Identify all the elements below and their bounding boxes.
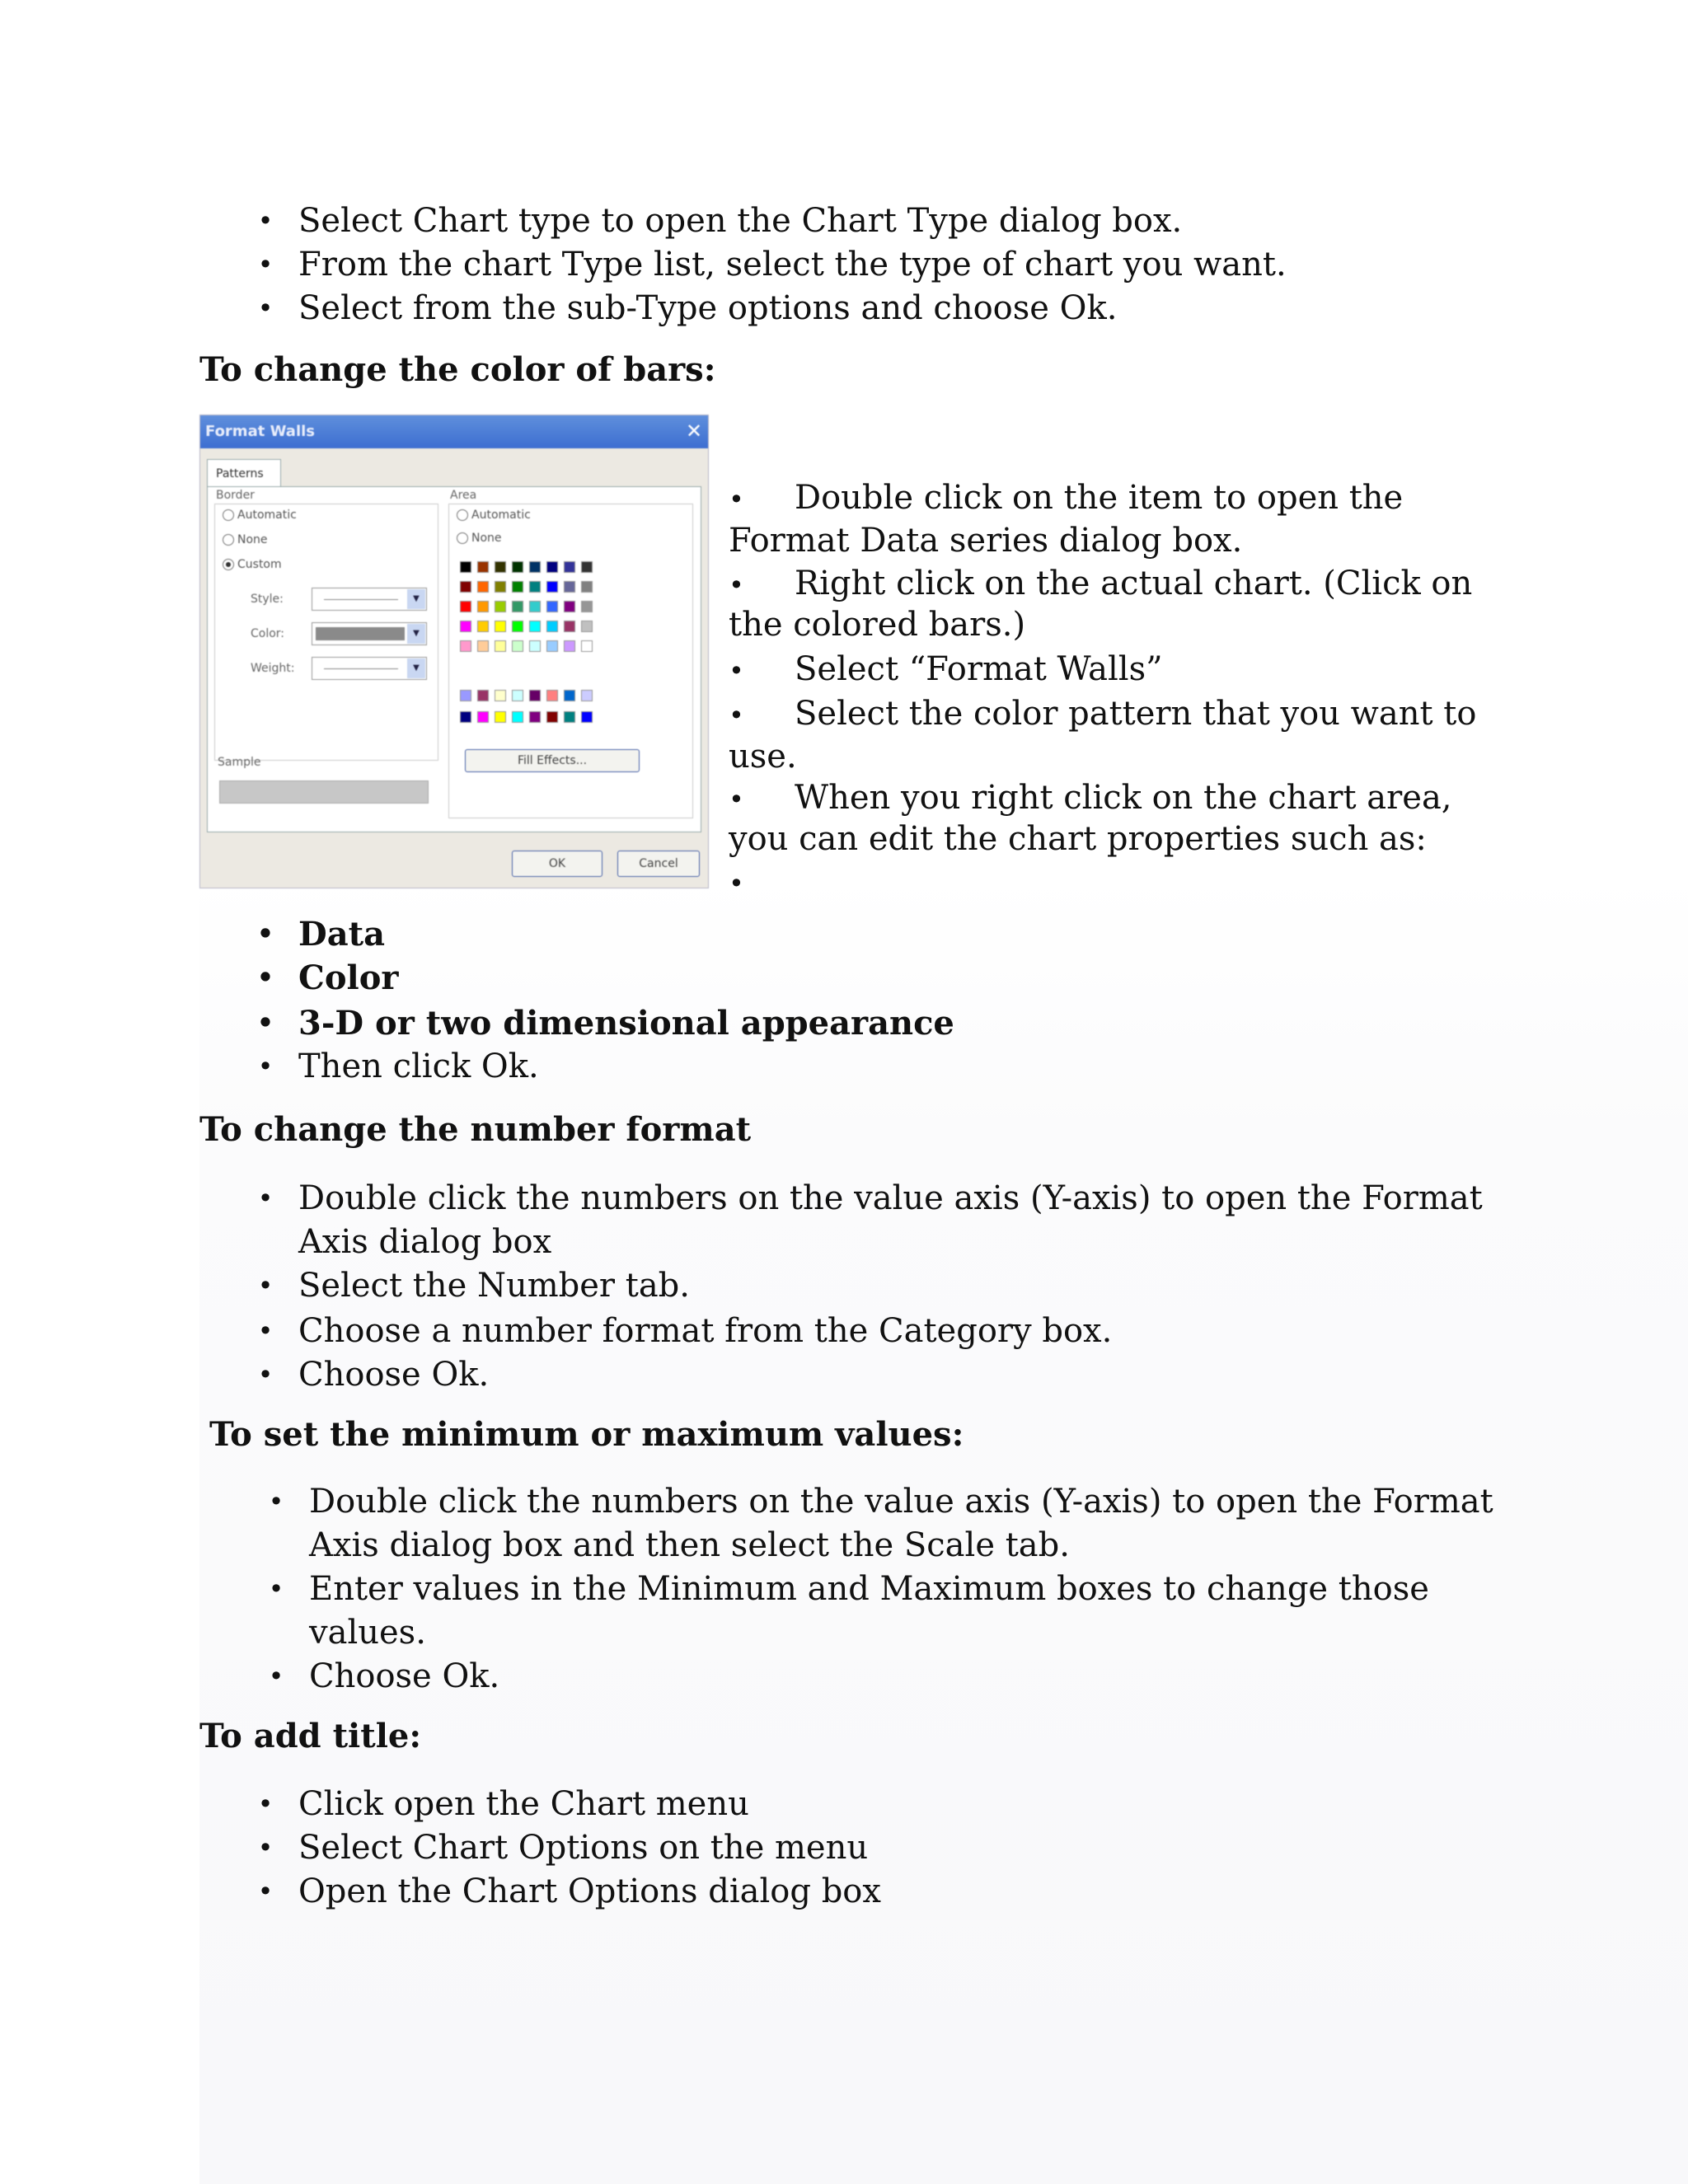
- color-swatch: [512, 601, 523, 612]
- chevron-down-icon: ▼: [407, 624, 425, 644]
- list-item: • Choose Ok.: [268, 1657, 500, 1695]
- bullet: •: [257, 293, 274, 324]
- color-swatch: [529, 640, 541, 652]
- close-icon: ✕: [685, 419, 703, 443]
- patterns-panel: [207, 486, 701, 832]
- format-walls-dialog-image: [199, 415, 709, 888]
- color-swatch: [546, 711, 558, 723]
- color-swatch: [529, 690, 541, 701]
- dialog-title: Format Walls: [205, 423, 315, 440]
- color-swatch: [564, 561, 575, 573]
- color-swatch: [529, 621, 541, 632]
- list-item: • Select Chart type to open the Chart Type dialog box.: [298, 199, 1287, 243]
- list-item: • Color: [256, 958, 399, 997]
- list-item: • From the chart Type list, select the type of chart you want.: [298, 243, 1287, 287]
- minmax-list: [268, 1480, 1493, 1699]
- color-swatch: [581, 711, 593, 723]
- right-bullet-line: • Right click on the actual chart. (Click on: [729, 565, 1473, 602]
- color-swatch: [581, 581, 593, 593]
- color-swatch: [564, 581, 575, 593]
- color-combo: [312, 622, 427, 645]
- color-swatch: [564, 640, 575, 652]
- weight-label: Weight:: [251, 662, 295, 675]
- right-bullet-cont: the colored bars.): [729, 606, 1026, 644]
- color-swatch: [564, 601, 575, 612]
- color-swatch: [529, 601, 541, 612]
- color-swatch: [546, 561, 558, 573]
- style-label: Style:: [251, 593, 284, 606]
- sample-label: Sample: [218, 756, 261, 769]
- list-item: • Enter values in the Minimum and Maximum boxes to change those values.: [268, 1570, 1429, 1652]
- style-combo: [312, 588, 427, 611]
- color-swatch: [512, 581, 523, 593]
- chart-properties-list: [256, 912, 954, 1089]
- color-swatch: [546, 690, 558, 701]
- bullet: •: [257, 205, 274, 237]
- area-automatic-radio: Automatic: [457, 509, 531, 522]
- extra-color-palette: [460, 690, 593, 723]
- border-automatic-radio: Automatic: [223, 509, 297, 522]
- number-section-heading: To change the number format: [199, 1110, 752, 1149]
- color-swatch: [581, 601, 593, 612]
- color-swatch: [529, 561, 541, 573]
- list-item: • Double click the numbers on the value axis (Y-axis) to open the Format Axis dialog box: [257, 1179, 1483, 1261]
- color-swatch: [512, 711, 523, 723]
- color-swatch: [495, 711, 506, 723]
- color-swatch: [477, 561, 489, 573]
- color-swatch: [460, 601, 471, 612]
- list-item: • 3-D or two dimensional appearance: [256, 1004, 954, 1043]
- list-item: • Data: [256, 915, 385, 954]
- color-swatch: [581, 690, 593, 701]
- color-swatch: [460, 711, 471, 723]
- area-label: Area: [450, 489, 477, 502]
- ok-button: OK: [512, 851, 603, 877]
- color-swatch: [460, 690, 471, 701]
- cancel-button: Cancel: [617, 851, 700, 877]
- color-swatch: [581, 621, 593, 632]
- add-title-list: [257, 1783, 881, 1914]
- color-swatch: [477, 640, 489, 652]
- list-item: • Select the Number tab.: [257, 1267, 690, 1305]
- color-swatch: [564, 690, 575, 701]
- list-item: • Click open the Chart menu: [257, 1785, 749, 1823]
- color-swatch: [495, 640, 506, 652]
- color-swatch: [460, 581, 471, 593]
- color-section-heading: To change the color of bars:: [199, 350, 716, 389]
- right-bullet-cont: you can edit the chart properties such as:: [729, 820, 1427, 858]
- color-swatch: [564, 711, 575, 723]
- color-swatch: [546, 640, 558, 652]
- right-bullet-line: • Double click on the item to open the: [729, 479, 1404, 517]
- color-palette: [460, 561, 593, 652]
- title-section-heading: To add title:: [199, 1717, 422, 1755]
- minmax-section-heading: To set the minimum or maximum values:: [209, 1415, 964, 1454]
- color-swatch: [477, 690, 489, 701]
- list-item: • Choose Ok.: [257, 1356, 490, 1394]
- tab-patterns: Patterns: [207, 459, 281, 487]
- color-swatch: [546, 581, 558, 593]
- color-swatch: [477, 621, 489, 632]
- list-item: • Double click the numbers on the value axis (Y-axis) to open the Format Axis dialog box and then select the Scale tab.: [268, 1483, 1493, 1564]
- weight-combo: [312, 657, 427, 680]
- sample-swatch: [219, 780, 429, 804]
- color-swatch: [477, 601, 489, 612]
- color-swatch: [460, 621, 471, 632]
- list-item: • Select Chart Options on the menu: [257, 1829, 869, 1867]
- right-bullet-cont: Format Data series dialog box.: [729, 522, 1243, 560]
- color-swatch: [581, 640, 593, 652]
- color-label: Color:: [251, 627, 285, 640]
- right-bullet-line: • When you right click on the chart area,: [729, 779, 1452, 817]
- right-bullet-line: • Select “Format Walls”: [729, 650, 1163, 688]
- chevron-down-icon: ▼: [407, 589, 425, 609]
- color-swatch: [581, 561, 593, 573]
- color-swatch: [529, 711, 541, 723]
- color-swatch: [546, 621, 558, 632]
- chevron-down-icon: ▼: [407, 658, 425, 678]
- color-swatch: [512, 621, 523, 632]
- list-item: • Choose a number format from the Category box.: [257, 1312, 1113, 1350]
- color-swatch: [512, 690, 523, 701]
- color-swatch: [495, 601, 506, 612]
- intro-list: [257, 199, 1287, 330]
- right-bullet-cont: use.: [729, 738, 797, 776]
- list-item: • Open the Chart Options dialog box: [257, 1872, 881, 1910]
- fill-effects-button: Fill Effects...: [465, 749, 640, 772]
- bullet: •: [257, 249, 274, 280]
- color-swatch: [546, 601, 558, 612]
- color-swatch: [495, 581, 506, 593]
- color-swatch: [529, 581, 541, 593]
- color-swatch: [512, 561, 523, 573]
- color-swatch: [564, 621, 575, 632]
- area-none-radio: None: [457, 532, 502, 545]
- color-swatch: [495, 621, 506, 632]
- list-item: • Then click Ok.: [257, 1047, 539, 1085]
- color-swatch: [495, 561, 506, 573]
- border-label: Border: [216, 489, 255, 502]
- list-item: • Select from the sub-Type options and choose Ok.: [298, 287, 1287, 330]
- color-swatch: [495, 690, 506, 701]
- right-bullet-empty: •: [729, 868, 744, 899]
- color-swatch: [460, 640, 471, 652]
- color-swatch: [477, 581, 489, 593]
- number-format-list: [257, 1177, 1483, 1397]
- color-swatch: [460, 561, 471, 573]
- border-none-radio: None: [223, 533, 268, 546]
- right-bullet-line: • Select the color pattern that you want to: [729, 695, 1477, 733]
- border-custom-radio: Custom: [223, 558, 282, 571]
- dialog-titlebar: [200, 415, 708, 448]
- color-swatch: [512, 640, 523, 652]
- color-swatch: [477, 711, 489, 723]
